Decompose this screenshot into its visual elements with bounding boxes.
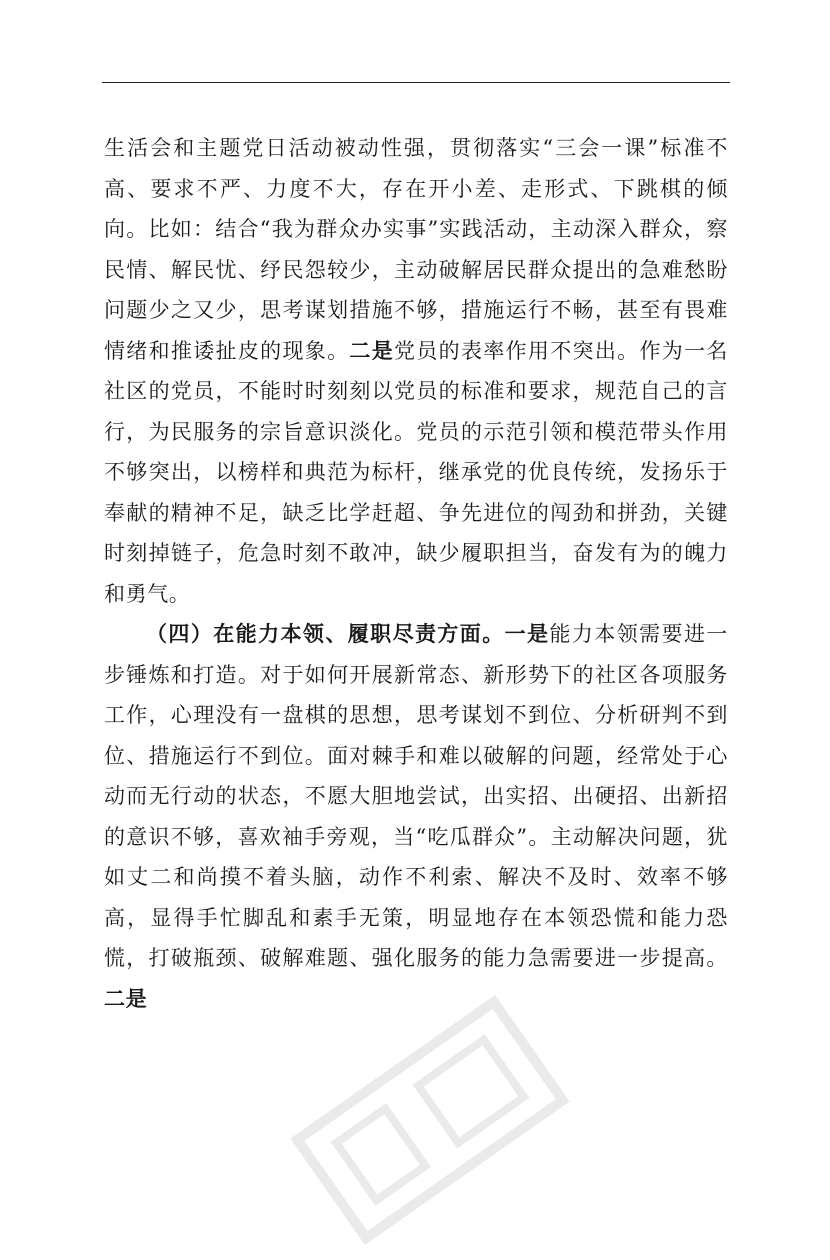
paragraph-text: 党员的表率作用不突出。作为一名社区的党员，不能时时刻刻以党员的标准和要求，规范自己的言行，为民服务的宗旨意识淡化。党员的示范引领和模范带头作用不够突出，以榜样和典范为标杆，继承党的优良传统，发扬乐于奉献的精神不足，缺乏比学赶超、争先进位的闯劲和拼劲，关键时刻掉链子，危急时刻不敢冲，缺少履职担当，奋发有为的魄力和勇气。 xyxy=(104,338,728,606)
lead-phrase: 二是 xyxy=(104,985,148,1011)
lead-phrase: 二是 xyxy=(349,337,395,363)
lead-phrase: 一是 xyxy=(504,621,550,646)
watermark-logo xyxy=(278,980,583,1260)
paragraph-text: 能力本领需要进一步锤炼和打造。对于如何开展新常态、新形势下的社区各项服务工作，心理没有一盘棋的思想，思考谋划不到位、分析研判不到位、措施运行不到位。面对棘手和难以破解的问题，经常处于心动而无行动的状态，不愿大胆地尝试，出实招、出硬招、出新招的意识不够，喜欢袖手旁观，当“吃瓜群众”。主动解决问题，犹如丈二和尚摸不着头脑，动作不利索、解决不及时、效率不够高，显得手忙脚乱和素手无策，明显地存在本领恐慌和能力恐慌，打破瓶颈、破解难题、强化服务的能力急需要进一步提高。 xyxy=(104,622,728,970)
paragraph xyxy=(104,614,728,1019)
section-heading: （四）在能力本领、履职尽责方面。 xyxy=(146,621,505,646)
paragraph xyxy=(104,128,728,614)
paragraph-text: 生活会和主题党日活动被动性强，贯彻落实“三会一课”标准不高、要求不严、力度不大，存在开小差、走形式、下跳棋的倾向。比如：结合“我为群众办实事”实践活动，主动深入群众，察民情、解民忧、纾民怨较少，主动破解居民群众提出的急难愁盼问题少之又少，思考谋划措施不够，措施运行不畅，甚至有畏难情绪和推诿扯皮的现象。 xyxy=(104,136,728,363)
document-body xyxy=(104,128,728,1019)
header-rule xyxy=(102,82,730,83)
